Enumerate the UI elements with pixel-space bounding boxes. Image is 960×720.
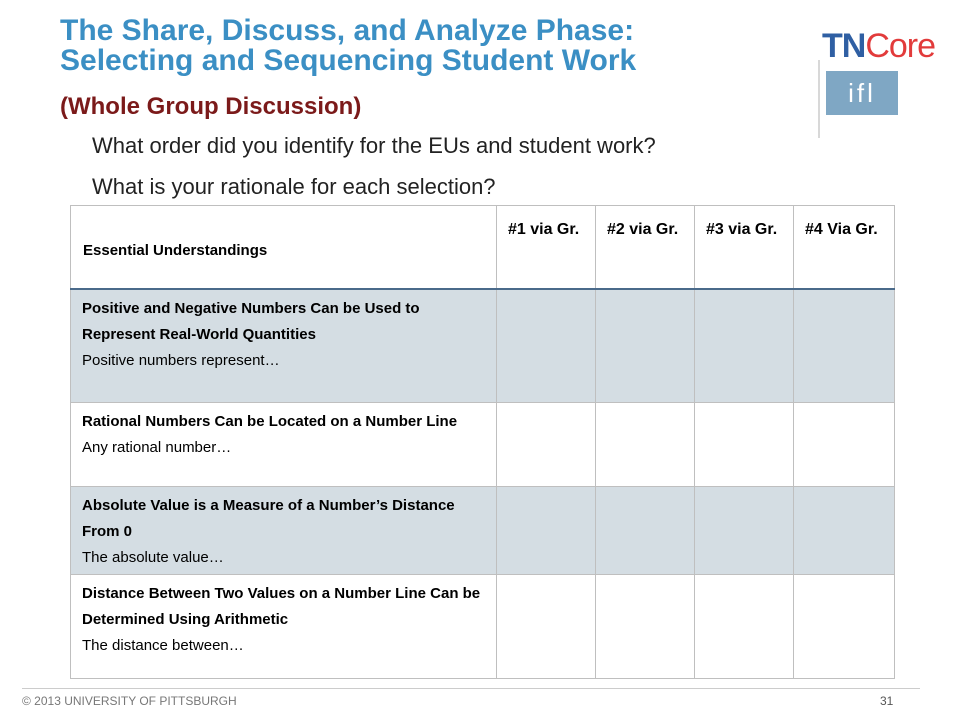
grid-cell [794, 487, 895, 575]
grid-cell [695, 289, 794, 403]
header-col-3: #3 via Gr. [695, 206, 794, 290]
grid-cell [695, 487, 794, 575]
question-rationale: What is your rationale for each selection? [92, 174, 496, 199]
table-header-row [71, 206, 895, 290]
grid-cell [794, 403, 895, 487]
table-row [71, 403, 895, 487]
ifl-logo: ifl [826, 71, 898, 115]
tncore-ifl-logo [822, 28, 942, 118]
table-row [71, 575, 895, 679]
grid-cell [695, 575, 794, 679]
slide-title [60, 16, 800, 76]
title-line-2: Selecting and Sequencing Student Work [60, 44, 637, 77]
eu-cell: Absolute Value is a Measure of a Number’s Distance From 0 The absolute value… [71, 487, 497, 575]
table-row [71, 487, 895, 575]
header-col-1: #1 via Gr. [497, 206, 596, 290]
eu-cell: Positive and Negative Numbers Can be Used to Represent Real-World Quantities Positive numbers represent… [71, 289, 497, 403]
question-order: What order did you identify for the EUs and student work? [92, 133, 656, 158]
eu-cell: Rational Numbers Can be Located on a Number Line Any rational number… [71, 403, 497, 487]
copyright-text: © 2013 UNIVERSITY OF PITTSBURGH [22, 694, 237, 708]
footer-divider [22, 688, 920, 689]
page-number: 31 [880, 694, 894, 708]
grid-cell [596, 487, 695, 575]
eu-cell: Distance Between Two Values on a Number Line Can be Determined Using Arithmetic The distance between… [71, 575, 497, 679]
grid-cell [596, 403, 695, 487]
title-line-1: The Share, Discuss, and Analyze Phase: [60, 14, 635, 47]
essential-understandings-table [70, 205, 895, 679]
header-col-2: #2 via Gr. [596, 206, 695, 290]
header-essential-understandings: Essential Understandings [71, 206, 497, 290]
tncore-logo: TNCore [822, 27, 936, 65]
grid-cell [497, 289, 596, 403]
grid-cell [596, 575, 695, 679]
table-row [71, 289, 895, 403]
logo-divider [818, 60, 820, 138]
grid-cell [695, 403, 794, 487]
grid-cell [497, 403, 596, 487]
grid-cell [596, 289, 695, 403]
grid-cell [497, 575, 596, 679]
grid-cell [497, 487, 596, 575]
grid-cell [794, 575, 895, 679]
header-col-4: #4 Via Gr. [794, 206, 895, 290]
grid-cell [794, 289, 895, 403]
slide-subtitle: (Whole Group Discussion) [60, 93, 362, 120]
